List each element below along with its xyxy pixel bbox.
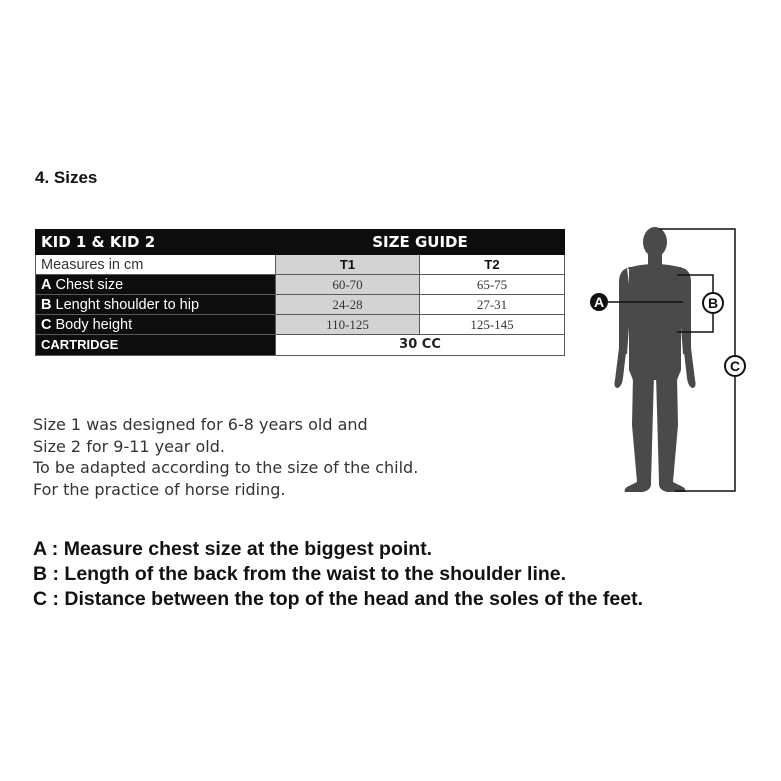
size-guide-header: SIZE GUIDE xyxy=(276,230,565,255)
column-t1: T1 xyxy=(276,255,420,275)
size-description xyxy=(33,414,418,500)
row-label xyxy=(36,275,276,295)
cell-t1: 110-125 xyxy=(276,315,420,335)
row-label xyxy=(36,295,276,315)
note-c: C : Distance between the top of the head and the soles of the feet. xyxy=(33,588,643,610)
marker-a-label: A xyxy=(593,294,605,310)
description-line: Size 2 for 9-11 year old. xyxy=(33,436,225,456)
marker-c-label: C xyxy=(729,358,741,374)
cell-t2: 27-31 xyxy=(420,295,565,315)
note-b: B : Length of the back from the waist to the shoulder line. xyxy=(33,563,567,585)
row-key: C xyxy=(41,316,52,333)
table-subheader-row xyxy=(36,255,565,275)
row-label-text: Chest size xyxy=(55,276,124,293)
row-label xyxy=(36,315,276,335)
note-a: A : Measure chest size at the biggest point. xyxy=(33,538,433,560)
cell-t1: 60-70 xyxy=(276,275,420,295)
row-label-text: Lenght shoulder to hip xyxy=(55,296,200,313)
table-row xyxy=(36,275,565,295)
size-guide-table xyxy=(35,229,565,356)
cell-t2: 65-75 xyxy=(420,275,565,295)
row-key: A xyxy=(41,276,52,293)
marker-b-label: B xyxy=(707,295,719,311)
description-line: To be adapted according to the size of the child. xyxy=(33,458,419,477)
row-label-text: Body height xyxy=(55,316,133,333)
description-line: For the practice of horse riding. xyxy=(33,479,286,499)
table-header-row xyxy=(36,230,565,255)
section-title: 4. Sizes xyxy=(35,168,98,187)
product-header: KID 1 & KID 2 xyxy=(36,230,276,255)
measures-label: Measures in cm xyxy=(36,255,276,275)
human-silhouette-icon xyxy=(614,227,695,492)
description-line: Size 1 was designed for 6-8 years old and xyxy=(33,415,368,434)
row-key: B xyxy=(41,296,52,313)
cell-t1: 24-28 xyxy=(276,295,420,315)
cell-t2: 125-145 xyxy=(420,315,565,335)
body-measurement-figure xyxy=(585,220,755,500)
measurement-notes xyxy=(33,537,643,612)
cartridge-row xyxy=(36,335,565,356)
table-row xyxy=(36,295,565,315)
column-t2: T2 xyxy=(420,255,565,275)
cartridge-value: 30 CC xyxy=(276,335,565,356)
cartridge-label: CARTRIDGE xyxy=(36,335,276,356)
table-row xyxy=(36,315,565,335)
